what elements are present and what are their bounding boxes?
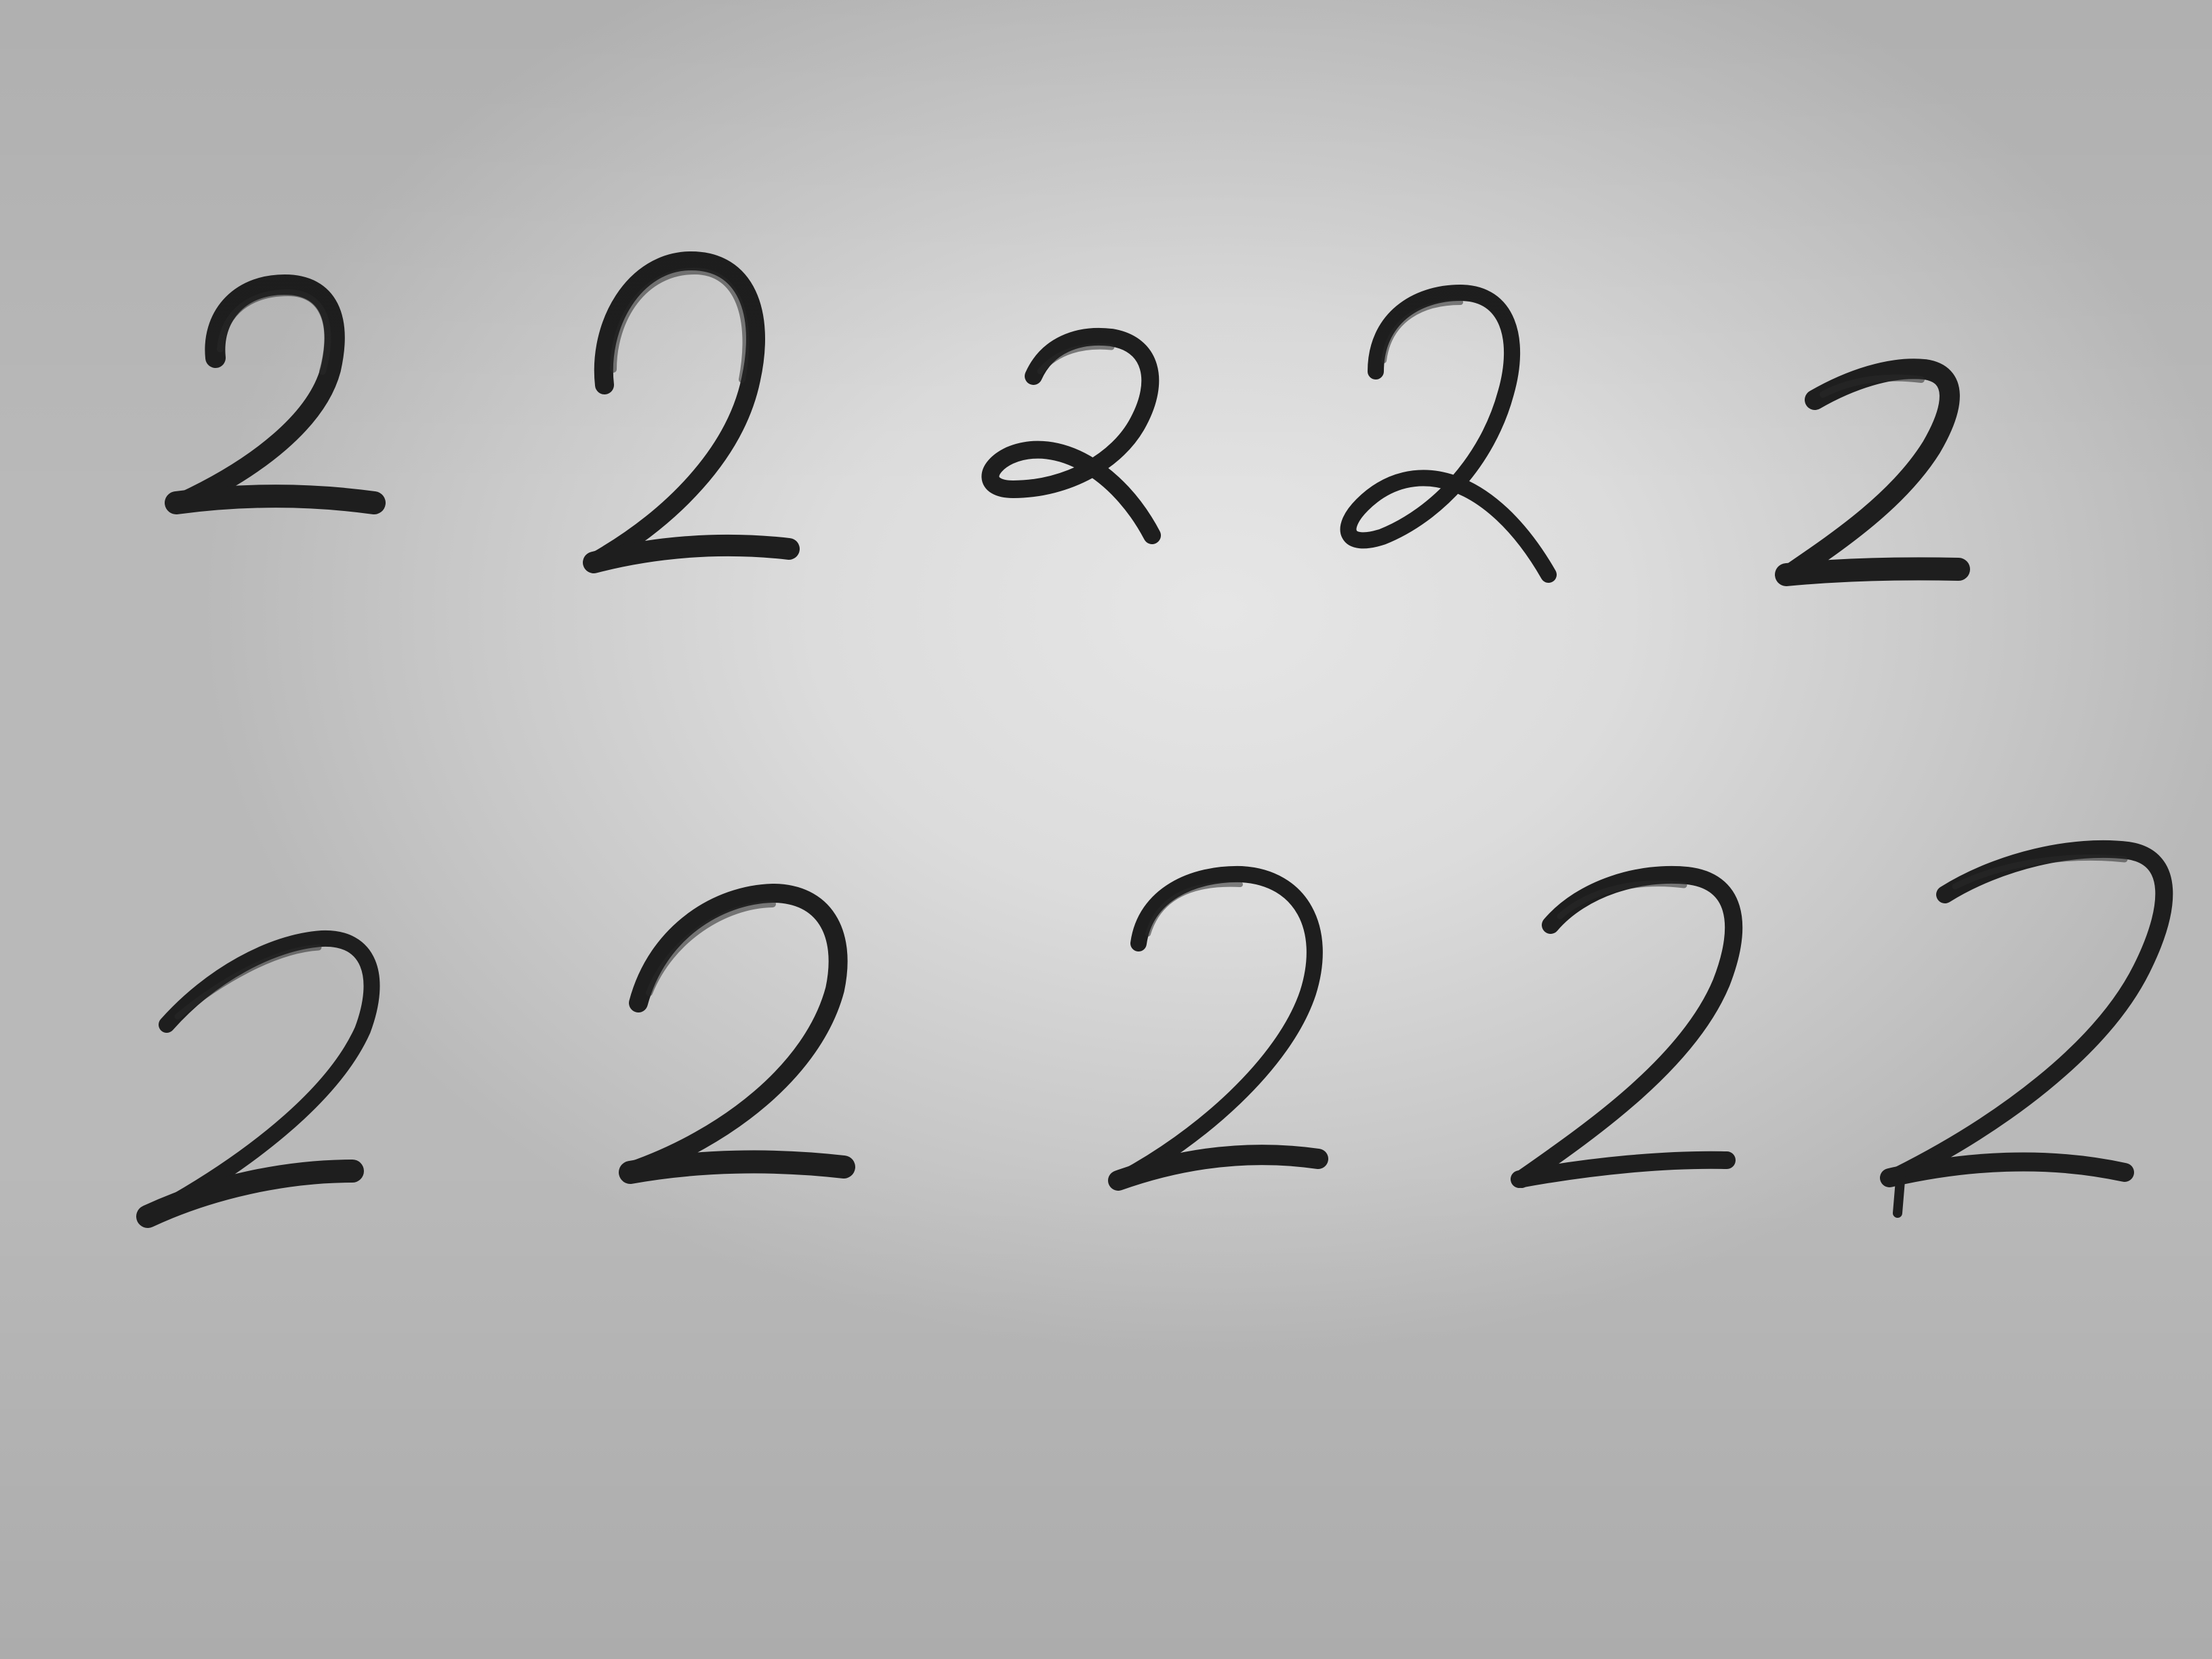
handwritten-digit-2: [1889, 849, 2164, 1213]
handwritten-digit-2: [990, 337, 1152, 535]
handwritten-digit-2: [594, 261, 789, 562]
handwritten-digit-2: [1786, 369, 1959, 575]
handwritten-digit-2: [1519, 875, 1734, 1179]
handwritten-digit-2: [1118, 874, 1318, 1181]
handwritten-digit-2: [630, 893, 844, 1172]
handwritten-digit-2: [1349, 293, 1549, 575]
handwritten-digit-2: [148, 939, 372, 1216]
handwritten-digit-2: [176, 285, 374, 503]
